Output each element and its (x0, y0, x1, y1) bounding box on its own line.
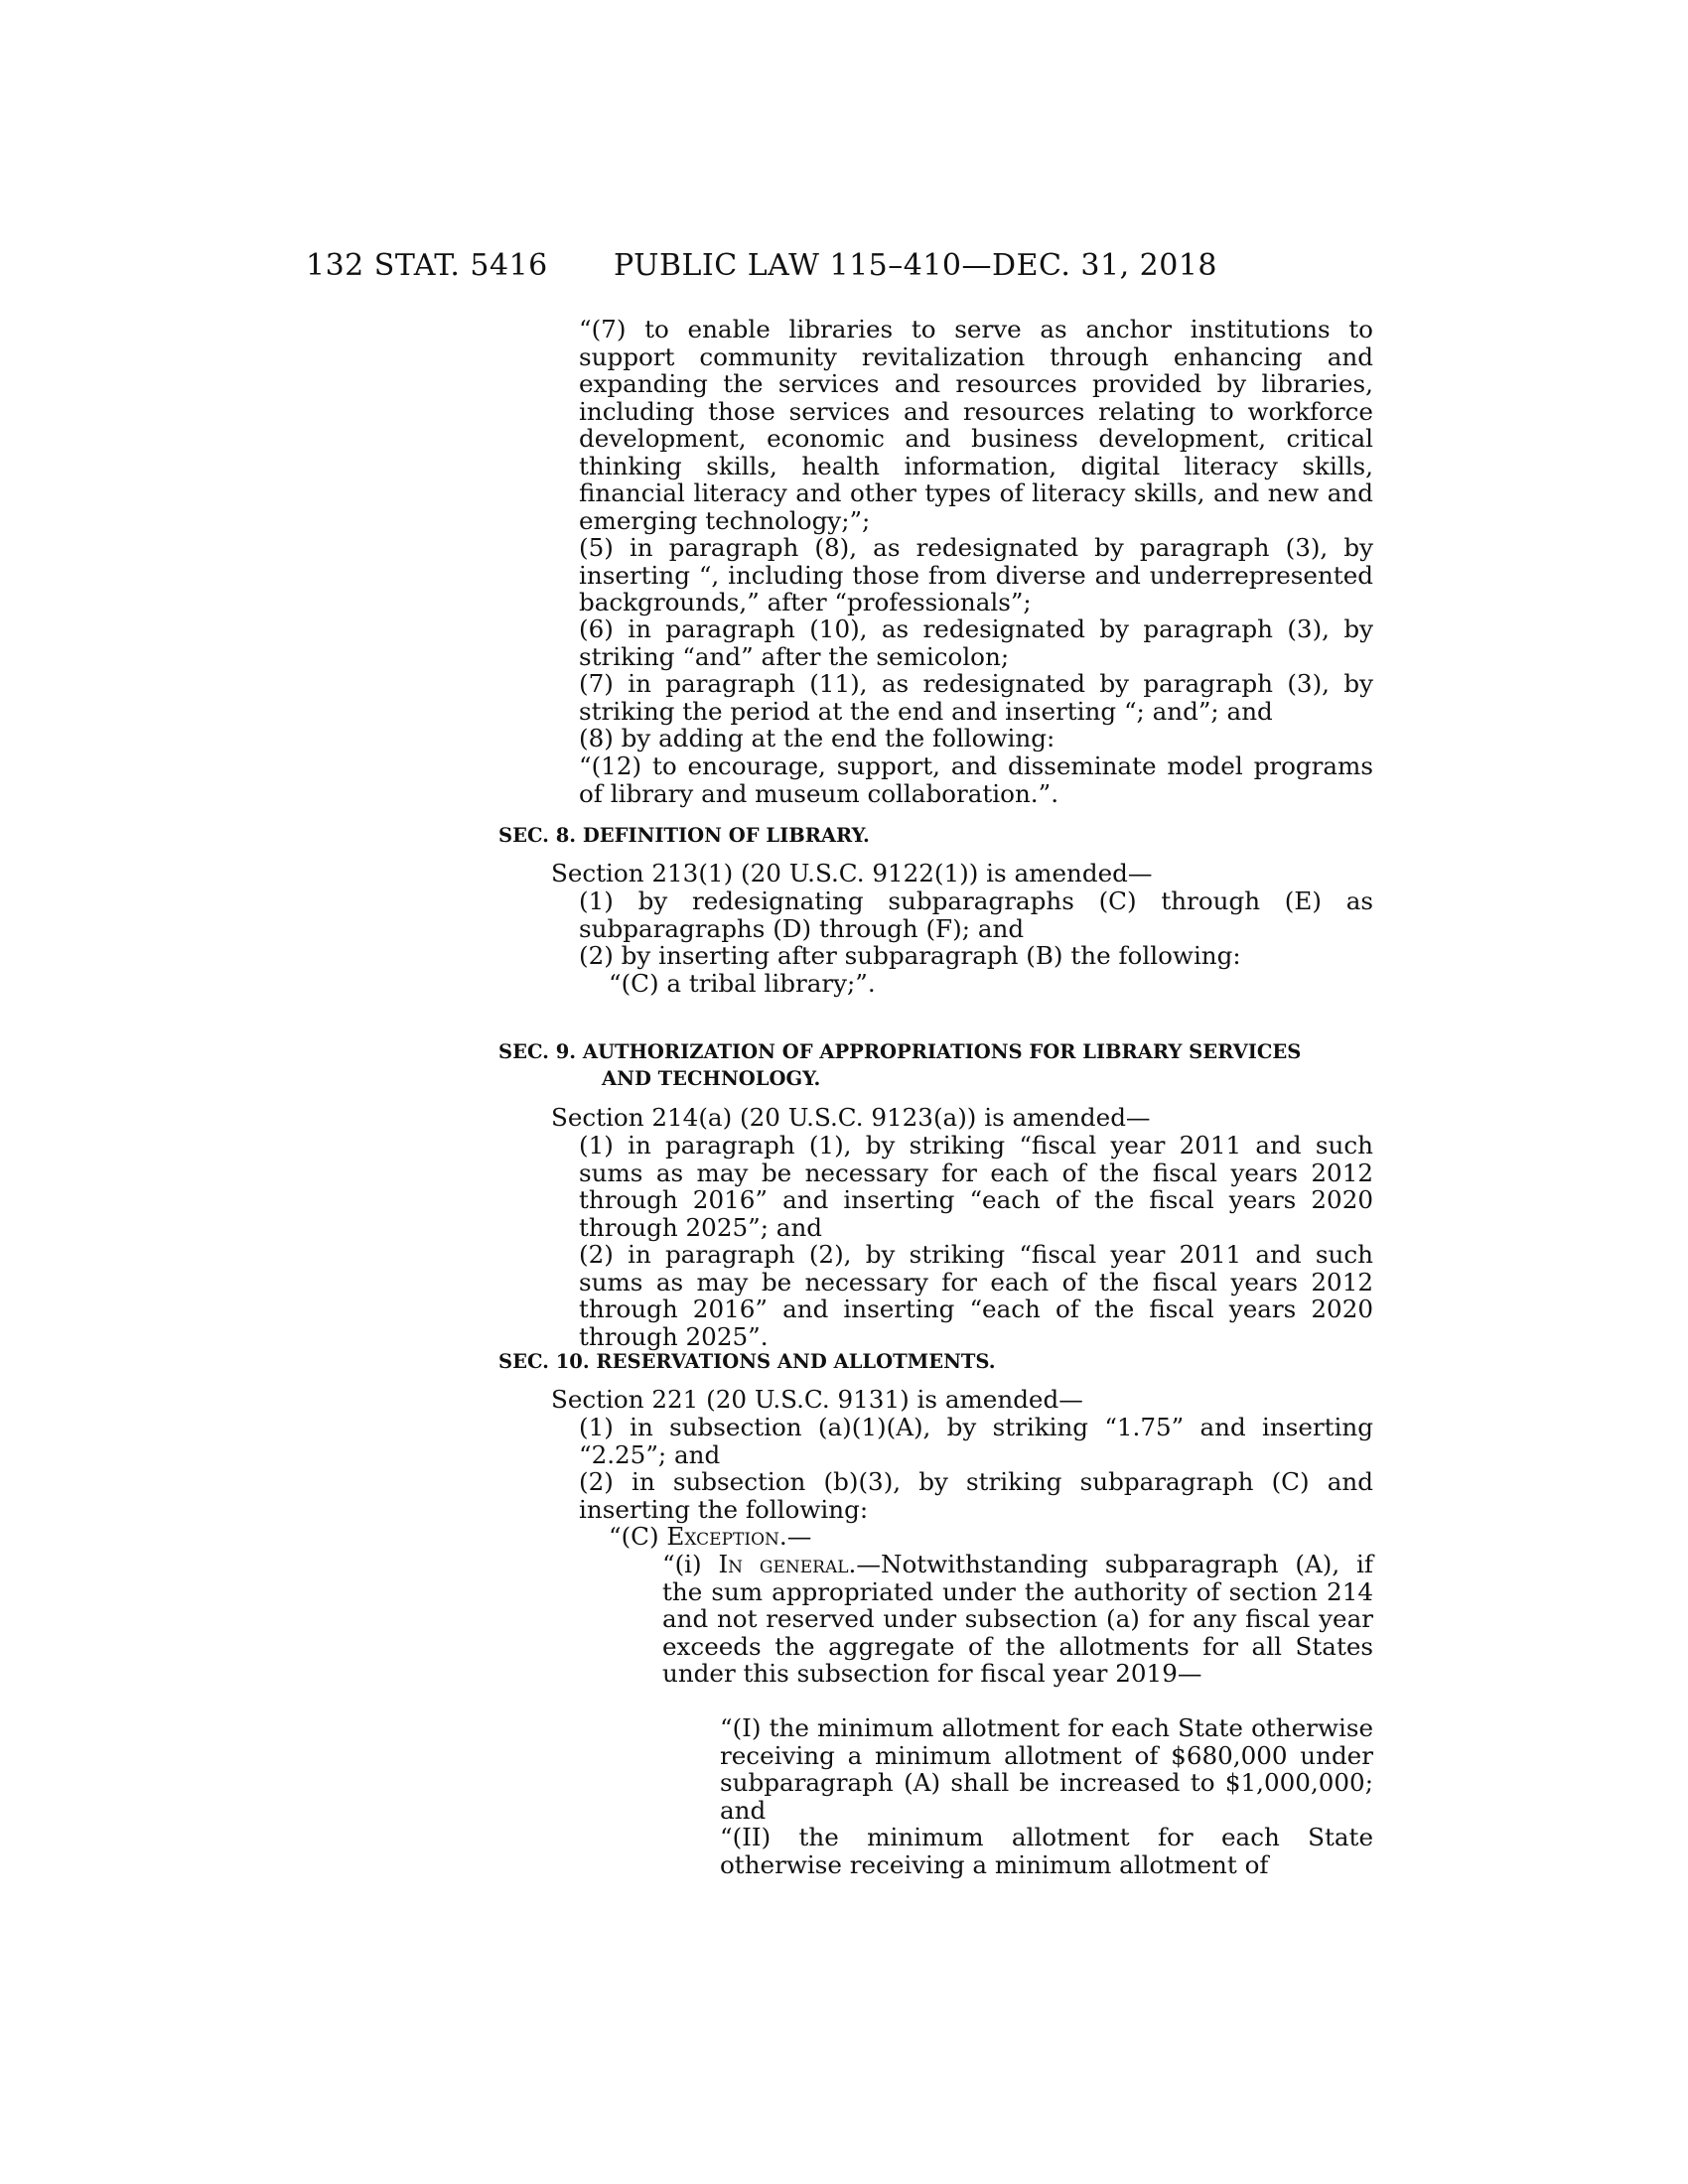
sec9-heading-line1: SEC. 9. AUTHORIZATION OF APPROPRIATIONS FOR LIBRARY SERVICES (498, 1040, 1302, 1063)
sec9-heading-line2: AND TECHNOLOGY. (602, 1067, 821, 1090)
clause-i-in-general: “(i) In general.—Notwithstanding subparagraph (A), if the sum appropriated under the authority of section 214 and not reserved under subsection (a) for any fiscal year exceeds the aggregate of the allotments for all States under this subsection for fiscal year 2019— (662, 1550, 1373, 1688)
amendment-item-8: (8) by adding at the end the following: (579, 724, 1055, 752)
quoted-paragraph-7: “(7) to enable libraries to serve as anchor institutions to support community revitalization through enhancing and expanding the services and resources provided by libraries, including those services and resources relating to workforce development, economic and business development, critical thinking skills, health information, digital literacy skills, financial literacy and other types of literacy skills, and new and emerging technology;”; (579, 315, 1373, 535)
sec10-item-1: (1) in subsection (a)(1)(A), by striking “1.75” and inserting “2.25”; and (579, 1413, 1373, 1469)
public-law-title: PUBLIC LAW 115–410—DEC. 31, 2018 (614, 248, 1218, 283)
exception-heading: “(C) Exception.— (609, 1522, 812, 1551)
sec10-item-2: (2) in subsection (b)(3), by striking subparagraph (C) and inserting the following: (579, 1467, 1373, 1524)
sec9-intro: Section 214(a) (20 U.S.C. 9123(a)) is amended— (551, 1103, 1151, 1132)
quoted-paragraph-12: “(12) to encourage, support, and disseminate model programs of library and museum collaboration.”. (579, 751, 1373, 808)
sec9-item-2: (2) in paragraph (2), by striking “fiscal year 2011 and such sums as may be necessary for each of the fiscal years 2012 through 2016” and inserting “each of the fiscal years 2020 through 2025”. (579, 1240, 1373, 1351)
sec8-item-1: (1) by redesignating subparagraphs (C) through (E) as subparagraphs (D) through (F); and (579, 887, 1373, 943)
subclause-II: “(II) the minimum allotment for each State otherwise receiving a minimum allotment of (720, 1823, 1373, 1879)
page-header (0, 248, 1688, 288)
subclause-I: “(I) the minimum allotment for each State otherwise receiving a minimum allotment of $680,000 under subparagraph (A) shall be increased to $1,000,000; and (720, 1713, 1373, 1825)
sec10-intro: Section 221 (20 U.S.C. 9131) is amended— (551, 1385, 1083, 1414)
sec9-item-1: (1) in paragraph (1), by striking “fiscal year 2011 and such sums as may be necessary for each of the fiscal years 2012 through 2016” and inserting “each of the fiscal years 2020 through 2025”; and (579, 1131, 1373, 1242)
sec8-intro: Section 213(1) (20 U.S.C. 9122(1)) is amended— (551, 859, 1153, 887)
sec8-quote: “(C) a tribal library;”. (609, 969, 876, 998)
amendment-item-7: (7) in paragraph (11), as redesignated by paragraph (3), by striking the period at the end and inserting “; and”; and (579, 669, 1373, 726)
section-heading-8: SEC. 8. DEFINITION OF LIBRARY. (498, 824, 870, 847)
section-heading-10: SEC. 10. RESERVATIONS AND ALLOTMENTS. (498, 1350, 996, 1373)
statute-citation: 132 STAT. 5416 (306, 248, 548, 283)
amendment-item-6: (6) in paragraph (10), as redesignated by paragraph (3), by striking “and” after the semicolon; (579, 614, 1373, 671)
sec8-item-2: (2) by inserting after subparagraph (B) the following: (579, 941, 1241, 970)
section-heading-9 (498, 1038, 1372, 1092)
amendment-item-5: (5) in paragraph (8), as redesignated by paragraph (3), by inserting “, including those from diverse and underrepresented backgrounds,” after “professionals”; (579, 533, 1373, 616)
